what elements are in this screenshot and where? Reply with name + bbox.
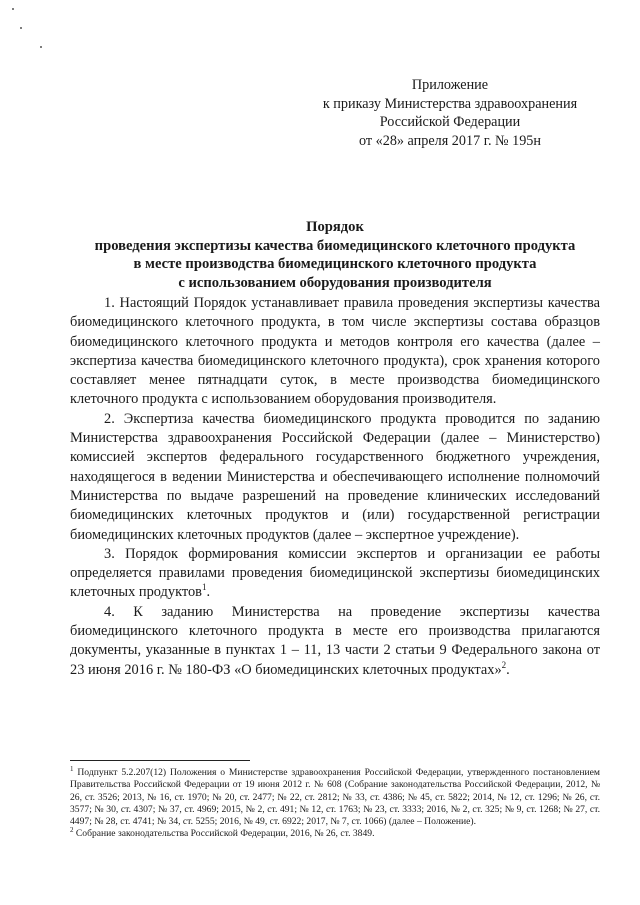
paragraph-4 — [70, 603, 600, 680]
title-line-1: Порядок — [306, 219, 364, 235]
footnote-ref-1: 1 — [201, 582, 207, 593]
title-line-2: проведения экспертизы качества биомедицинского клеточного продукта — [94, 237, 576, 254]
footnote-1-mark: 1 — [70, 764, 74, 773]
paragraph-1-text: 1. Настоящий Порядок устанавливает правила проведения экспертизы качества биомедицинского клеточного продукта, в том числе экспертизы состава образцов биомедицинского клеточного продукта и методов контроля его качества (далее – экспертиза качества биомедицинского клеточного продукта), срок хранения которого составляет менее пятнадцати суток, в месте производства биомедицинского клеточного продукта с использованием оборудования производителя. — [70, 295, 600, 408]
paragraph-1 — [70, 294, 600, 410]
paragraph-3-text: 3. Порядок формирования комиссии экспертов и организации ее работы определяется правилами проведения биомедицинской экспертизы биомедицинских клеточных продуктов — [70, 545, 600, 601]
paragraph-4-end: . — [506, 661, 510, 678]
footnote-2-mark: 2 — [70, 826, 74, 835]
appendix-date-number: от «28» апреля 2017 г. № 195н — [358, 132, 541, 149]
title-line-3: в месте производства биомедицинского клеточного продукта — [133, 256, 537, 272]
footnote-2-text: Собрание законодательства Российской Федерации, 2016, № 26, ст. 3849. — [73, 828, 375, 840]
paragraph-4-text: 4. К заданию Министерства на проведение экспертизы качества биомедицинского клеточного продукта в месте его производства прилагаются документы, указанные в пунктах 1 – 11, 13 части 2 статьи 9 Федерального закона от 23 июня 2016 г. № 180-ФЗ «О биомедицинских клеточных продуктах» — [70, 603, 600, 678]
footnote-1-text: Подпункт 5.2.207(12) Положения о Министерстве здравоохранения Российской Федерации, утвержденного постановлением Правительства Российской Федерации от 19 июня 2012 г. № 608 (Собрание законодательства Российской Федерации, 2012, № 26, ст. 3526; 2013, № 16, ст. 1970; № 20, ст. 2477; № 22, ст. 2812; № 33, ст. 4386; № 45, ст. 5822; 2014, № 12, ст. 1296; № 26, ст. 3577; № 30, ст. 4307; № 37, ст. 4969; 2015, № 2, ст. 491; № 12, ст. 1763; № 23, ст. 3333; 2016, № 2, ст. 325; № 9, ст. 1268; № 27, ст. 4497; № 28, ст. 4741; № 34, ст. 5255; 2016, № 49, ст. 6922; 2017, № 7, ст. 1066) (далее – Положение). — [70, 767, 600, 828]
paragraph-3-end: . — [206, 584, 211, 601]
footnote-ref-2: 2 — [501, 659, 507, 670]
paragraph-2 — [70, 410, 600, 545]
appendix-federation: Российской Федерации — [379, 114, 521, 130]
footnote-1 — [70, 764, 600, 828]
appendix-order-ref: к приказу Министерства здравоохранения — [322, 95, 578, 112]
title-line-4: с использованием оборудования производителя — [178, 274, 492, 291]
document-body — [70, 294, 600, 680]
paragraph-2-text: 2. Экспертиза качества биомедицинского продукта проводится по заданию Министерства здравоохранения Российской Федерации (далее – Министерство) комиссией экспертов федерального государственного бюджетного учреждения, находящегося в ведении Министерства и обеспечивающего исполнение полномочий Министерства по выдаче разрешений на проведение клинических исследований биомедицинских клеточных продуктов и (или) государственной регистрации биомедицинских клеточных продуктов (далее – экспертное учреждение). — [70, 410, 600, 543]
footnote-divider — [70, 760, 250, 761]
appendix-header — [300, 76, 600, 150]
footnote-2 — [70, 828, 600, 840]
paragraph-3 — [70, 545, 600, 603]
document-title — [70, 218, 600, 292]
footnotes — [70, 764, 600, 841]
appendix-label: Приложение — [411, 77, 489, 93]
